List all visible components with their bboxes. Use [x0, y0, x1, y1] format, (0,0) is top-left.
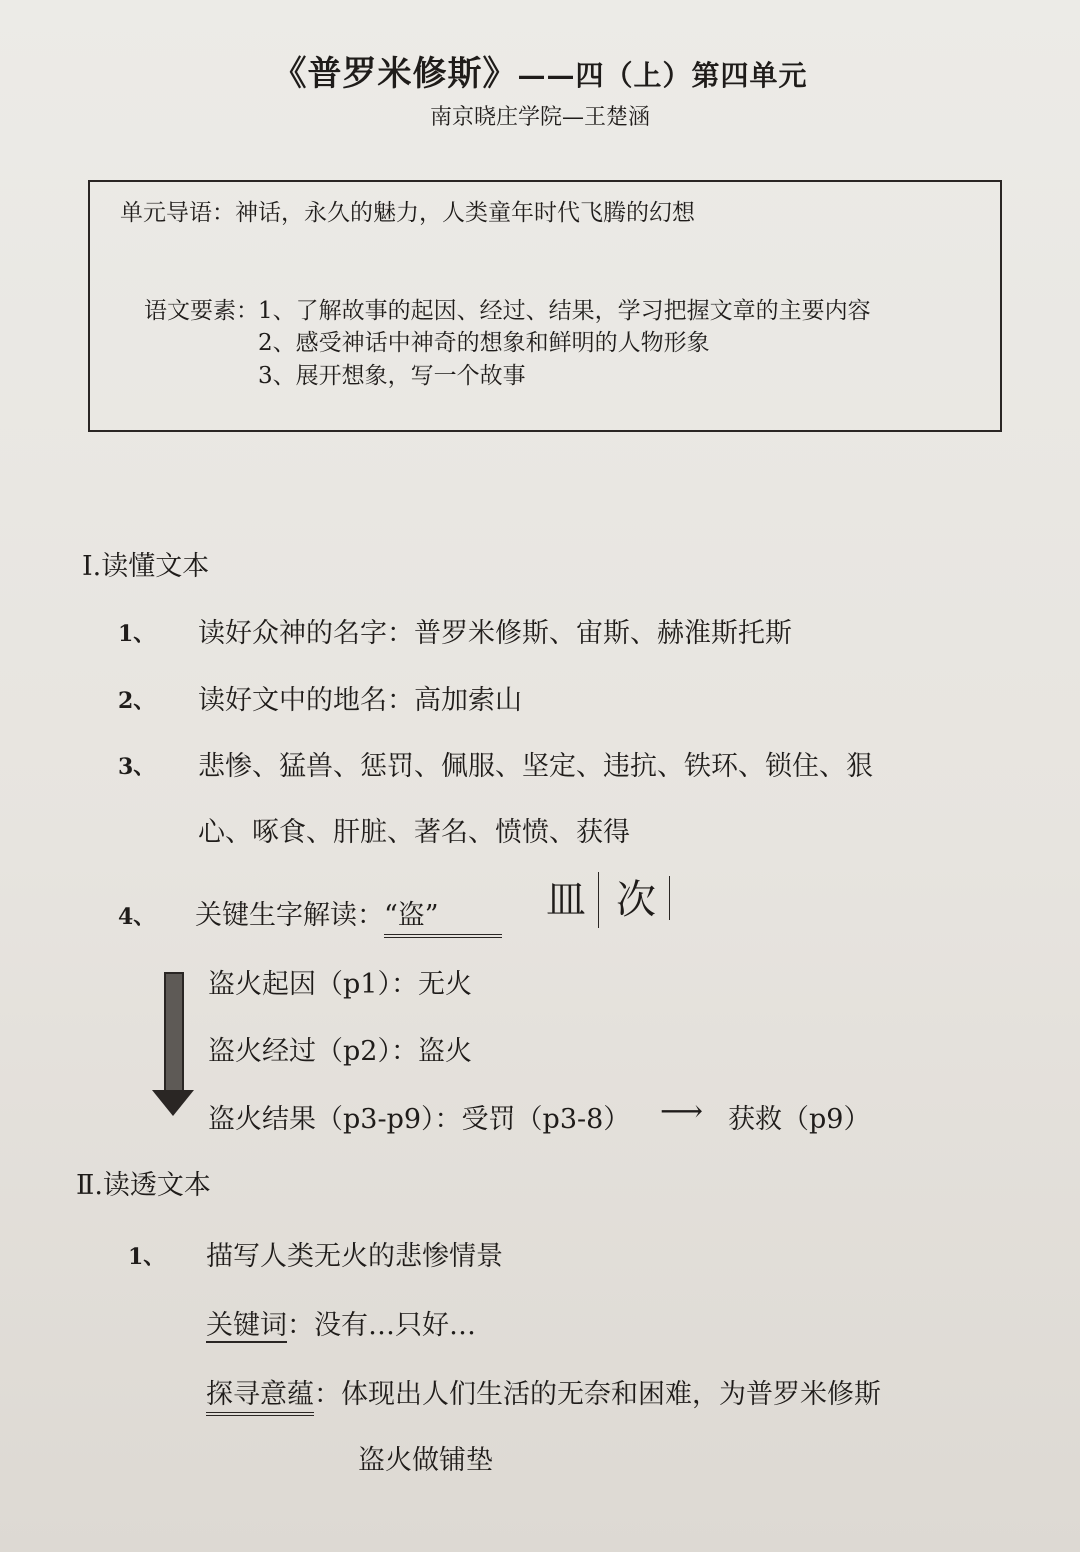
flow-result: 盗火结果（p3-p9）：受罚（p3-8）	[208, 1104, 631, 1135]
item-3-text-continued: 心、啄食、肝脏、著名、愤愤、获得	[198, 817, 630, 848]
s2-item-1-text: 描写人类无火的悲惨情景	[206, 1241, 503, 1272]
keywords-text: ：没有…只好…	[287, 1310, 476, 1341]
meaning-line	[206, 1372, 881, 1411]
title-main: 《普罗米修斯》	[272, 54, 518, 94]
author-line: 南京晓庄学院—王楚涵	[429, 105, 650, 130]
page-title	[0, 46, 1080, 95]
item-4-text	[195, 893, 502, 938]
requirement-1: 1、了解故事的起因、经过、结果，学习把握文章的主要内容	[258, 298, 871, 324]
glyph-ci: 次	[616, 877, 656, 923]
item-3-text: 悲惨、猛兽、惩罚、佩服、坚定、违抗、铁环、锁住、狠	[198, 751, 873, 782]
keywords-line	[206, 1303, 476, 1342]
requirements-label: 语文要素：	[144, 298, 259, 324]
s2-item-1-number: 1、	[128, 1244, 166, 1270]
item-4-label: 关键生字解读：	[195, 900, 384, 931]
item-3-number: 3、	[118, 754, 156, 780]
item-4-number: 4、	[118, 904, 156, 930]
unit-intro: 单元导语：神话，永久的魅力，人类童年时代飞腾的幻想	[120, 200, 695, 226]
item-1-number: 1、	[118, 621, 156, 647]
flow-rescued: 获救（p9）	[728, 1104, 871, 1135]
meaning-text: ：体现出人们生活的无奈和困难，为普罗米修斯	[314, 1379, 881, 1410]
meaning-label: 探寻意蕴	[206, 1379, 314, 1416]
glyph-min: 皿	[546, 877, 586, 923]
keywords-label: 关键词	[206, 1310, 287, 1341]
right-arrow-icon: ⟶	[660, 1094, 704, 1129]
section-2-heading: Ⅱ.读透文本	[76, 1170, 211, 1201]
down-arrow-shaft	[164, 972, 184, 1094]
section-1-heading: Ⅰ.读懂文本	[82, 551, 210, 582]
down-arrow-icon	[152, 1090, 194, 1116]
meaning-text-continued: 盗火做铺垫	[358, 1445, 493, 1476]
glyph-divider-1	[598, 872, 599, 928]
title-unit: ——四（上）第四单元	[517, 59, 808, 92]
item-2-number: 2、	[118, 688, 156, 714]
item-2-text: 读好文中的地名：高加索山	[198, 685, 522, 716]
flow-process: 盗火经过（p2）：盗火	[208, 1036, 472, 1067]
key-character: “盗”	[384, 893, 502, 938]
unit-summary-box	[88, 180, 1002, 432]
requirement-2: 2、感受神话中神奇的想象和鲜明的人物形象	[258, 330, 710, 356]
item-1-text: 读好众神的名字：普罗米修斯、宙斯、赫淮斯托斯	[198, 618, 792, 649]
flow-cause: 盗火起因（p1）：无火	[208, 969, 472, 1000]
requirement-3: 3、展开想象，写一个故事	[258, 363, 526, 389]
glyph-divider-2	[669, 876, 670, 920]
